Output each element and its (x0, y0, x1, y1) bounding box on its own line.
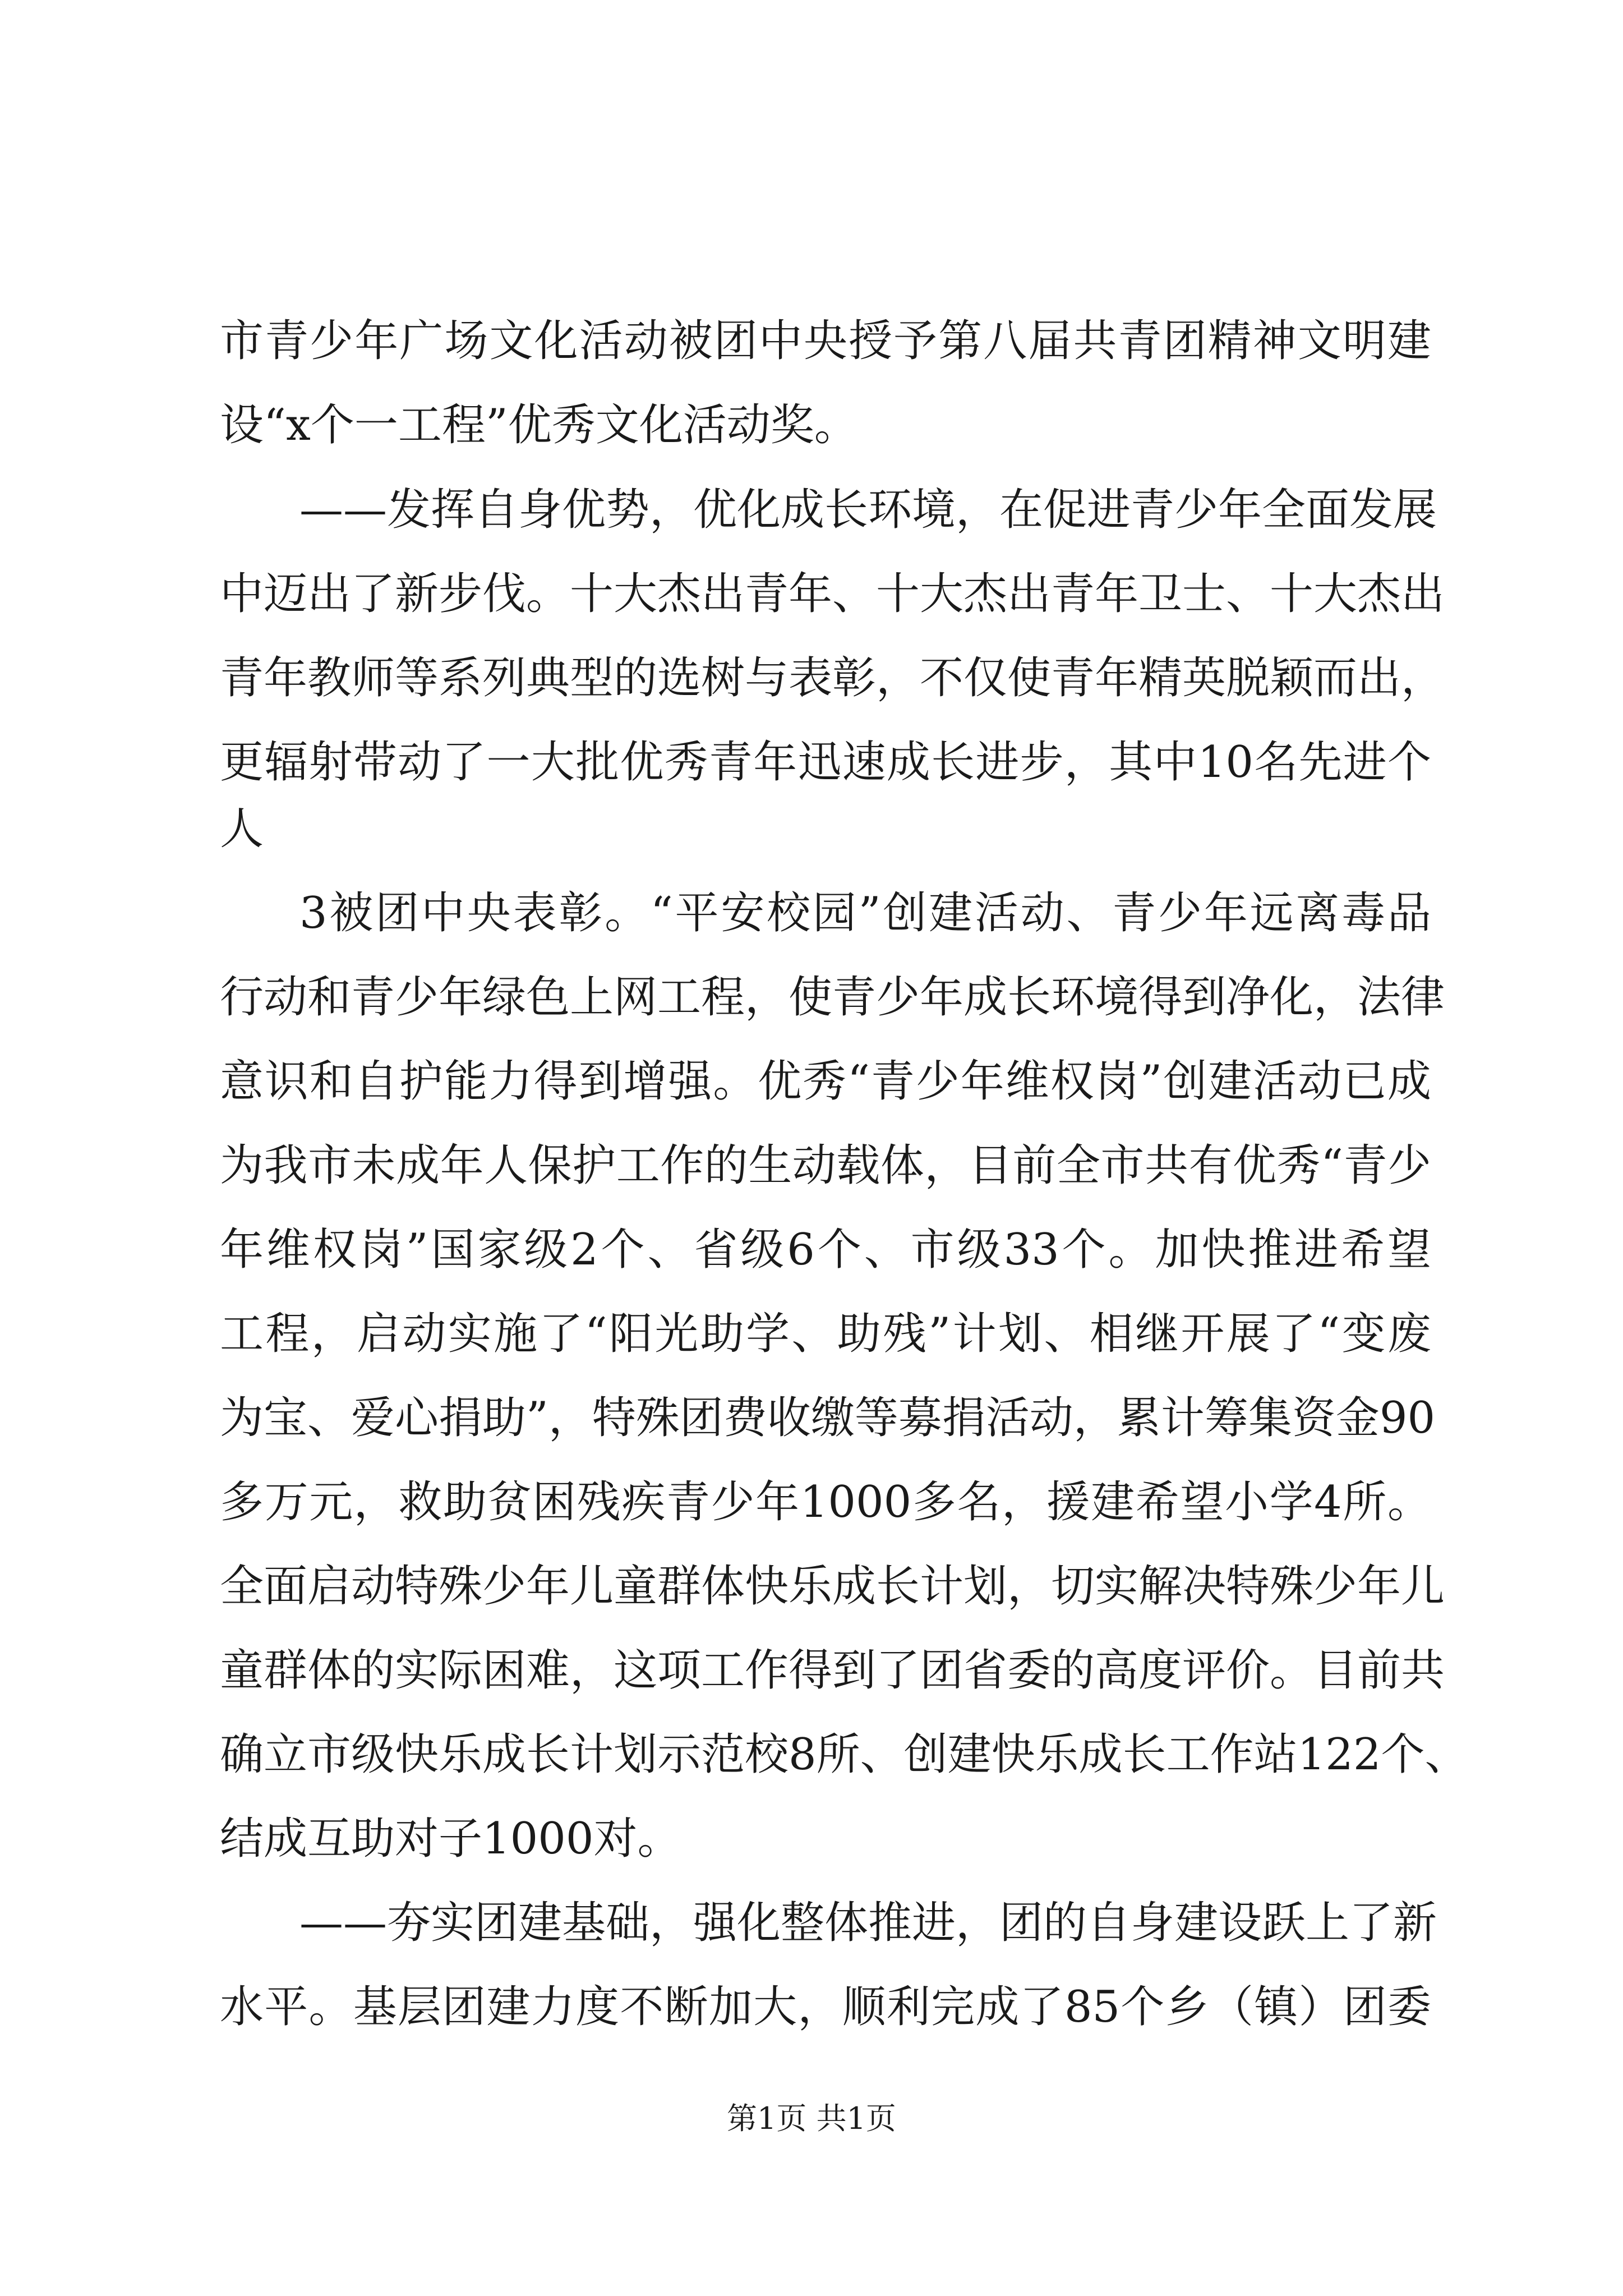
page-footer: 第1页 共1页 (727, 2101, 896, 2136)
text-line: 中迈出了新步伐。十大杰出青年、十大杰出青年卫士、十大杰出 (220, 569, 1445, 619)
text-line: 设“x个一工程”优秀文化活动奖。 (220, 400, 858, 450)
text-line: 更辐射带动了一大批优秀青年迅速成长进步，其中10名先进个 (220, 737, 1431, 788)
text-line: 童群体的实际困难，这项工作得到了团省委的高度评价。目前共 (220, 1645, 1445, 1696)
text-line: 市青少年广场文化活动被团中央授予第八届共青团精神文明建 (220, 316, 1431, 366)
text-line: 为我市未成年人保护工作的生动载体，目前全市共有优秀“青少 (220, 1140, 1431, 1191)
text-line: 意识和自护能力得到增强。优秀“青少年维权岗”创建活动已成 (220, 1056, 1431, 1107)
text-line: 行动和青少年绿色上网工程，使青少年成长环境得到净化，法律 (220, 972, 1445, 1023)
text-line: 全面启动特殊少年儿童群体快乐成长计划，切实解决特殊少年儿 (220, 1561, 1445, 1612)
text-line: ——夯实团建基础，强化整体推进，团的自身建设跃上了新 (299, 1898, 1437, 1948)
text-line: 人 (220, 804, 264, 854)
text-line: 结成互助对子1000对。 (220, 1814, 681, 1864)
text-line: 多万元，救助贫困残疾青少年1000多名，援建希望小学4所。 (220, 1477, 1431, 1527)
text-line: 青年教师等系列典型的选树与表彰，不仅使青年精英脱颖而出， (220, 653, 1445, 703)
text-line: 确立市级快乐成长计划示范校8所、创建快乐成长工作站122个、 (220, 1729, 1469, 1780)
text-line: 3被团中央表彰。“平安校园”创建活动、青少年远离毒品 (299, 888, 1431, 938)
text-line: 工程，启动实施了“阳光助学、助残”计划、相继开展了“变废 (220, 1309, 1431, 1359)
text-line: 为宝、爱心捐助”，特殊团费收缴等募捐活动，累计筹集资金90 (220, 1393, 1436, 1443)
text-line: ——发挥自身优势，优化成长环境，在促进青少年全面发展 (299, 485, 1437, 535)
text-line: 水平。基层团建力度不断加大，顺利完成了85个乡（镇）团委 (220, 1982, 1431, 2032)
text-line: 年维权岗”国家级2个、省级6个、市级33个。加快推进希望 (220, 1225, 1431, 1275)
